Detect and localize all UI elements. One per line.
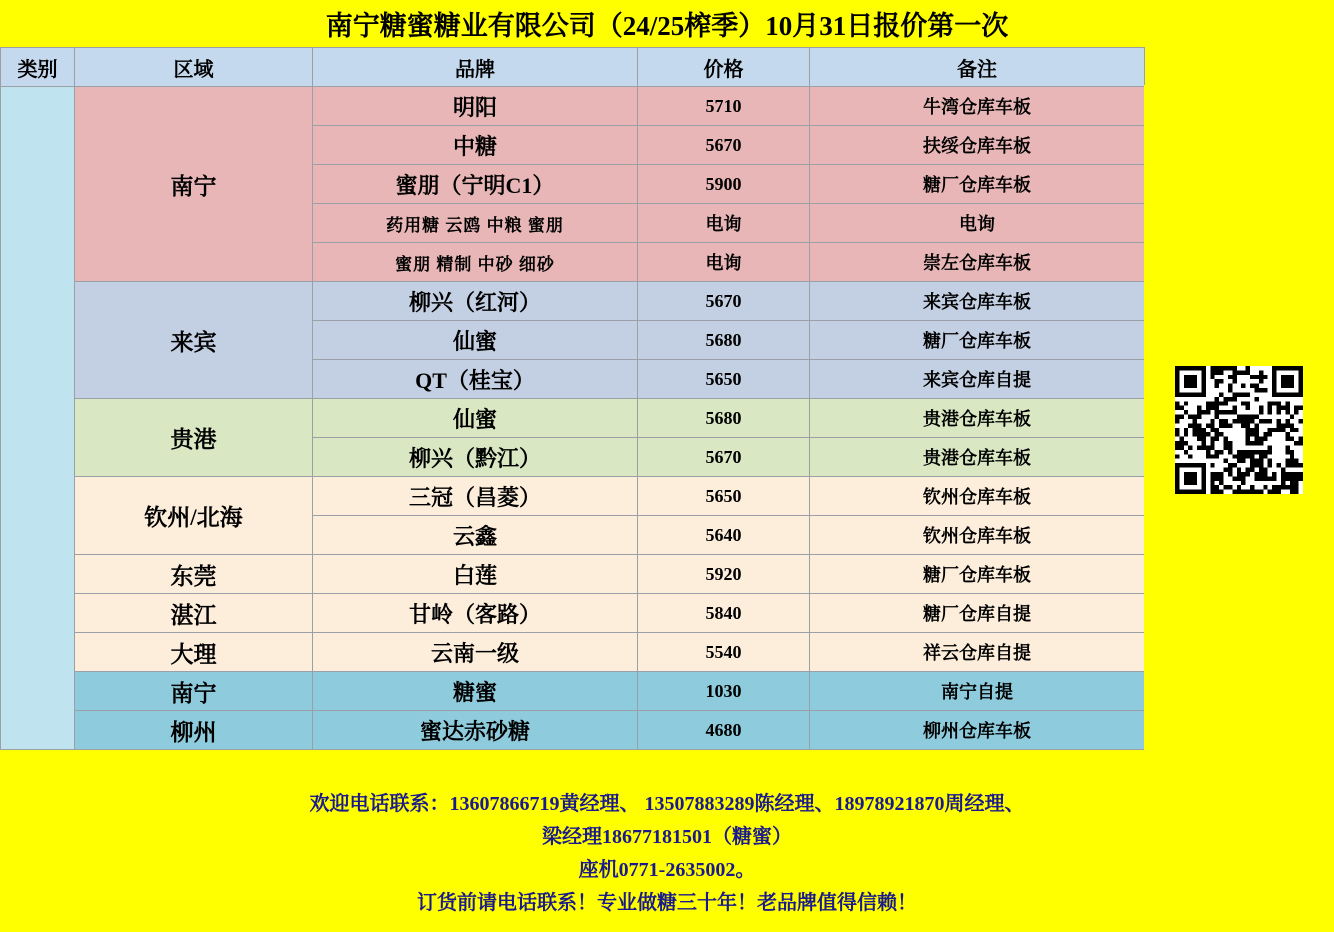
brand-cell: 蜜朋（宁明C1） [313,165,638,204]
brand-cell: 三冠（昌菱） [313,477,638,516]
header-cell-brand: 品牌 [313,48,638,87]
price-cell: 5670 [638,438,810,477]
brand-cell: 中糖 [313,126,638,165]
region-cell: 柳州 [75,711,313,750]
price-cell: 5710 [638,87,810,126]
table-row [1,711,1334,750]
header-cell-region: 区域 [75,48,313,87]
brand-cell: 甘岭（客路） [313,594,638,633]
brand-cell: 糖蜜 [313,672,638,711]
header-cell-category: 类别 [1,48,75,87]
brand-cell: QT（桂宝） [313,360,638,399]
table-row [1,594,1334,633]
note-cell: 柳州仓库车板 [810,711,1145,750]
price-cell: 电询 [638,243,810,282]
footer-line-2: 梁经理18677181501（糖蜜） [542,826,792,848]
brand-cell: 明阳 [313,87,638,126]
table-row [1,633,1334,672]
note-cell: 钦州仓库车板 [810,477,1145,516]
table-row [1,399,1334,438]
price-cell: 5650 [638,360,810,399]
region-cell: 来宾 [75,282,313,399]
note-cell: 来宾仓库车板 [810,282,1145,321]
table-row [1,87,1334,126]
qr-code-area [1144,85,1334,775]
note-cell: 糖厂仓库车板 [810,555,1145,594]
brand-cell: 蜜达赤砂糖 [313,711,638,750]
price-cell: 5670 [638,282,810,321]
note-cell: 糖厂仓库车板 [810,165,1145,204]
price-table [0,47,1334,750]
table-row [1,477,1334,516]
brand-cell: 柳兴（红河） [313,282,638,321]
footer-line-4: 订货前请电话联系！专业做糖三十年！老品牌值得信赖！ [417,892,917,914]
note-cell: 贵港仓库车板 [810,438,1145,477]
table-row [1,282,1334,321]
note-cell: 来宾仓库自提 [810,360,1145,399]
table-header [1,48,1334,87]
region-cell: 贵港 [75,399,313,477]
brand-cell: 蜜朋 精制 中砂 细砂 [313,243,638,282]
price-cell: 5680 [638,321,810,360]
note-cell: 牛湾仓库车板 [810,87,1145,126]
header-cell-price: 价格 [638,48,810,87]
brand-cell: 白莲 [313,555,638,594]
footer-line-3: 座机0771-2635002。 [578,859,756,881]
table-body [1,87,1334,750]
note-cell: 扶绥仓库车板 [810,126,1145,165]
header-cell-blank [1145,48,1334,87]
header-cell-note: 备注 [810,48,1145,87]
brand-cell: 柳兴（黔江） [313,438,638,477]
region-cell: 湛江 [75,594,313,633]
table-row [1,555,1334,594]
table-row [1,672,1334,711]
price-cell: 5640 [638,516,810,555]
price-cell: 1030 [638,672,810,711]
note-cell: 糖厂仓库自提 [810,594,1145,633]
region-cell: 南宁 [75,87,313,282]
price-cell: 5650 [638,477,810,516]
note-cell: 贵港仓库车板 [810,399,1145,438]
brand-cell: 仙蜜 [313,321,638,360]
note-cell: 糖厂仓库车板 [810,321,1145,360]
title-bar [0,0,1334,47]
brand-cell: 药用糖 云鸥 中粮 蜜朋 [313,204,638,243]
header-row [1,48,1334,87]
qr-code [1175,366,1303,494]
note-cell: 崇左仓库车板 [810,243,1145,282]
price-cell: 5900 [638,165,810,204]
region-cell: 东莞 [75,555,313,594]
note-cell: 电询 [810,204,1145,243]
region-cell: 大理 [75,633,313,672]
footer-line-1: 欢迎电话联系：13607866719黄经理、 13507883289陈经理、18978921870周经理、 [309,793,1025,815]
category-cell [1,87,75,750]
price-cell: 5670 [638,126,810,165]
price-cell: 5680 [638,399,810,438]
brand-cell: 云鑫 [313,516,638,555]
note-cell: 钦州仓库车板 [810,516,1145,555]
price-cell: 4680 [638,711,810,750]
brand-cell: 云南一级 [313,633,638,672]
page-title: 南宁糖蜜糖业有限公司（24/25榨季）10月31日报价第一次 [325,11,1009,41]
price-cell: 5540 [638,633,810,672]
price-cell: 5840 [638,594,810,633]
note-cell: 南宁自提 [810,672,1145,711]
price-cell: 5920 [638,555,810,594]
footer-contact [0,776,1334,932]
region-cell: 钦州/北海 [75,477,313,555]
price-table-wrap [0,47,1334,750]
brand-cell: 仙蜜 [313,399,638,438]
price-cell: 电询 [638,204,810,243]
region-cell: 南宁 [75,672,313,711]
note-cell: 祥云仓库自提 [810,633,1145,672]
